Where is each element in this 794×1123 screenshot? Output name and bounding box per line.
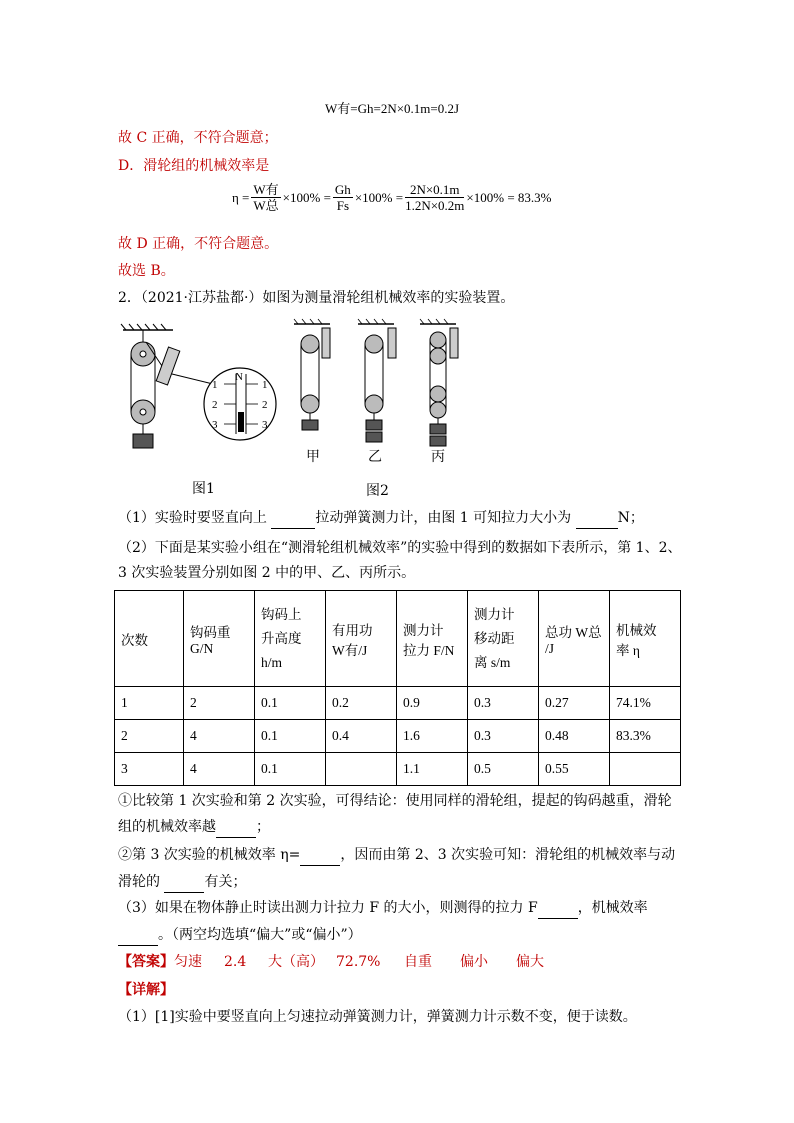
header-cell	[397, 591, 468, 687]
sub-question-b-text-b: ，因而由第 2、3 次实验可知：滑轮组的机械效率与动	[340, 847, 676, 863]
header-cell	[468, 591, 539, 687]
header-text: 测力计	[474, 606, 515, 622]
scale-tick-left-2: 2	[212, 399, 218, 411]
sub-question-a-end: ；	[256, 819, 270, 835]
final-choice: 故选 B。	[118, 263, 175, 279]
header-cell	[610, 591, 681, 687]
answer-blank-3	[216, 817, 256, 838]
table-cell: 0.5	[468, 753, 539, 786]
table-cell: 4	[184, 753, 255, 786]
table-cell: 3	[115, 753, 184, 786]
sub-question-b-line-2	[118, 872, 246, 893]
answer-label: 【答案】	[118, 954, 174, 970]
question-part-2-line-2: 3 次实验装置分别如图 2 中的甲、乙、丙所示。	[118, 565, 416, 581]
header-text: 钩码重	[190, 624, 231, 640]
efficiency-formula	[232, 182, 551, 213]
figure-2-jia: 甲	[306, 449, 320, 465]
option-d-intro: D．滑轮组的机械效率是	[118, 158, 270, 174]
sub-question-a-line-1: ①比较第 1 次实验和第 2 次实验，可得结论：使用同样的滑轮组，提起的钩码越重，滑轮	[118, 793, 672, 809]
table-row	[115, 687, 681, 720]
answer-blank-7	[118, 925, 158, 946]
answer-value: 大（高）	[268, 954, 324, 970]
table-cell: 74.1%	[610, 687, 681, 720]
answer-value: 72.7%	[336, 954, 381, 970]
scale-tick-left-3: 3	[212, 419, 218, 431]
table-cell: 0.27	[539, 687, 610, 720]
header-cell	[539, 591, 610, 687]
sub-question-a-text: 组的机械效率越	[118, 819, 216, 835]
figure-2-yi: 乙	[368, 449, 382, 465]
part-3-text-a: （3）如果在物体静止时读出测力计拉力 F 的大小，则测得的拉力 F	[118, 900, 538, 916]
header-text: 率 η	[616, 642, 640, 658]
header-text: 有用功	[332, 622, 373, 638]
header-text: 拉力 F/N	[403, 642, 455, 658]
scale-tick-right-3: 3	[262, 419, 268, 431]
table-cell	[326, 753, 397, 786]
header-cell	[184, 591, 255, 687]
fraction-numeric	[405, 182, 464, 213]
header-text: 测力计	[403, 622, 444, 638]
question-2-intro: 2．（2021·江苏盐都·）如图为测量滑轮组机械效率的实验装置。	[118, 290, 515, 306]
table-header-row	[115, 591, 681, 687]
header-text: 机械效	[616, 622, 657, 638]
question-part-1	[118, 508, 644, 529]
scale-unit: N	[235, 371, 243, 383]
figure-1-diagram	[118, 322, 298, 462]
table-cell: 1	[115, 687, 184, 720]
table-cell: 0.1	[255, 687, 326, 720]
header-text: 升高度	[261, 630, 302, 646]
table-cell: 0.3	[468, 720, 539, 753]
table-cell: 0.2	[326, 687, 397, 720]
header-text: h/m	[261, 654, 283, 670]
table-cell: 0.3	[468, 687, 539, 720]
header-cell	[326, 591, 397, 687]
part-3-text-c: 。（两空均选填“偏大”或“偏小”）	[158, 927, 362, 943]
table-cell	[610, 753, 681, 786]
figure-2-label: 图2	[366, 483, 389, 499]
fraction-work-num: W有	[253, 182, 279, 197]
answer-value: 匀速	[174, 954, 202, 970]
question-part-2-line-1: （2）下面是某实验小组在“测滑轮组机械效率”的实验中得到的数据如下表所示，第 1、2、	[118, 540, 682, 556]
table-cell: 83.3%	[610, 720, 681, 753]
part-3-text-b: ，机械效率	[577, 900, 648, 916]
sub-question-b2-text-b: 有关；	[204, 874, 247, 890]
conclusion-d: 故 D 正确，不符合题意。	[118, 236, 279, 252]
scale-tick-right-2: 2	[262, 399, 268, 411]
sub-question-b-line-1	[118, 845, 675, 866]
header-text: /J	[545, 640, 555, 656]
header-text: 次数	[121, 632, 148, 648]
scale-tick-left-1: 1	[212, 379, 218, 391]
conclusion-c: 故 C 正确，不符合题意；	[118, 130, 278, 146]
answer-line	[118, 952, 544, 972]
table-cell: 1.1	[397, 753, 468, 786]
sub-question-b-text-a: ②第 3 次实验的机械效率 η=	[118, 847, 301, 863]
table-cell: 1.6	[397, 720, 468, 753]
eta-lhs: η =	[232, 189, 250, 205]
part-1-text-c: N；	[617, 510, 644, 526]
part-1-text-a: （1）实验时要竖直向上	[118, 510, 272, 526]
header-text: G/N	[190, 640, 214, 656]
header-cell	[115, 591, 184, 687]
header-text: 钩码上	[261, 606, 302, 622]
fraction-work	[251, 182, 280, 213]
fraction-numeric-den: 1.2N×0.2m	[405, 198, 465, 213]
table-cell: 0.48	[539, 720, 610, 753]
header-text: 离 s/m	[474, 654, 511, 670]
times-100-1: ×100% =	[282, 189, 331, 205]
answer-value: 2.4	[224, 954, 247, 970]
header-text: W有/J	[332, 642, 368, 658]
table-cell: 4	[184, 720, 255, 753]
fraction-gh-num: Gh	[334, 182, 351, 197]
header-text: 总功 W总	[545, 624, 602, 640]
answer-value: 自重	[404, 954, 432, 970]
answer-value: 偏大	[516, 954, 544, 970]
figure-1-label: 图1	[192, 481, 215, 497]
efficiency-result: ×100% = 83.3%	[466, 189, 552, 205]
table-cell: 0.9	[397, 687, 468, 720]
table-row	[115, 720, 681, 753]
answer-blank-6	[538, 898, 578, 919]
fraction-work-den: W总	[253, 198, 279, 213]
figure-2-bing: 丙	[431, 449, 445, 465]
fraction-fs-den: Fs	[336, 198, 350, 213]
question-part-3-line-1	[118, 898, 648, 919]
table-cell: 2	[184, 687, 255, 720]
question-part-3-line-2	[118, 925, 362, 946]
table-row	[115, 753, 681, 786]
fraction-numeric-num: 2N×0.1m	[405, 182, 464, 198]
header-cell	[255, 591, 326, 687]
figure-2-diagram	[292, 316, 472, 456]
answer-blank-5	[164, 872, 204, 893]
data-table	[114, 590, 681, 786]
formula-useful-work: W有=Gh=2N×0.1m=0.2J	[325, 101, 460, 116]
sub-question-a-line-2	[118, 817, 270, 838]
scale-tick-right-1: 1	[262, 379, 268, 391]
detail-label: 【详解】	[118, 982, 174, 998]
answer-blank-2	[576, 508, 618, 529]
table-cell: 0.1	[255, 720, 326, 753]
table-cell: 2	[115, 720, 184, 753]
table-cell: 0.55	[539, 753, 610, 786]
sub-question-b2-text-a: 滑轮的	[118, 874, 165, 890]
answer-blank-4	[300, 845, 340, 866]
part-1-text-b: 拉动弹簧测力计，由图 1 可知拉力大小为	[315, 510, 576, 526]
answer-blank-1	[271, 508, 315, 529]
table-cell: 0.1	[255, 753, 326, 786]
table-cell: 0.4	[326, 720, 397, 753]
fraction-gh-fs	[333, 182, 353, 213]
answer-value: 偏小	[460, 954, 488, 970]
header-text: 移动距	[474, 630, 515, 646]
times-100-2: ×100% =	[354, 189, 404, 205]
detail-line-1: （1）[1]实验中要竖直向上匀速拉动弹簧测力计，弹簧测力计示数不变，便于读数。	[118, 1009, 637, 1025]
